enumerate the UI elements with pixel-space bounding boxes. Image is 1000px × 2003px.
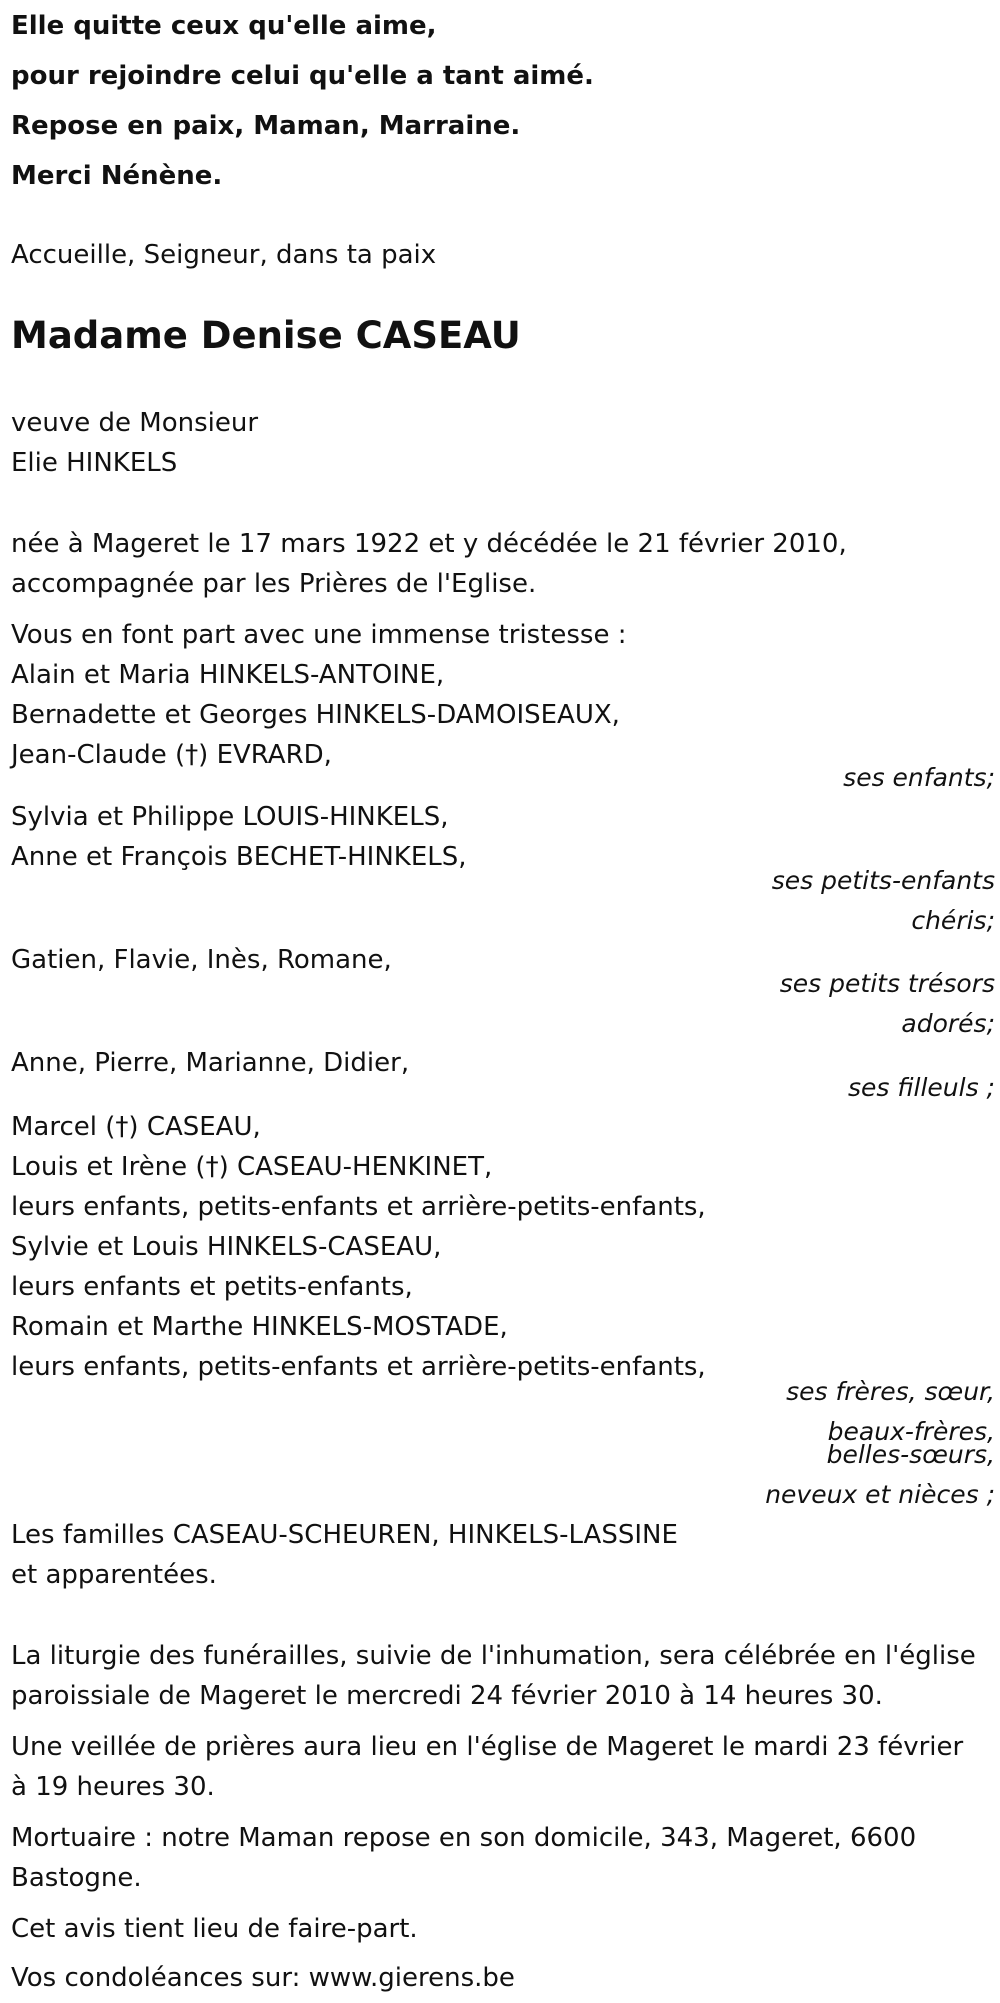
announcement-line: Vous en font part avec une immense tristesse : <box>11 620 627 650</box>
child-name: Alain et Maria HINKELS-ANTOINE, <box>11 660 445 690</box>
mortuary-line-1: Mortuaire : notre Maman repose en son domicile, 343, Mageret, 6600 <box>11 1823 917 1853</box>
great-grandchildren-relation-line-1: ses petits trésors <box>779 969 995 998</box>
siblings-relation-line-4: neveux et nièces ; <box>765 1480 995 1509</box>
godchildren-relation: ses filleuls ; <box>848 1073 995 1102</box>
child-name: Bernadette et Georges HINKELS-DAMOISEAUX, <box>11 700 620 730</box>
children-relation: ses enfants; <box>843 763 995 792</box>
grandchildren-relation-line-2: chéris; <box>911 906 995 935</box>
accompanied-line: accompagnée par les Prières de l'Eglise. <box>11 569 537 599</box>
liturgy-line-1: La liturgie des funérailles, suivie de l'inhumation, sera célébrée en l'église <box>11 1641 976 1671</box>
intro-line-2: pour rejoindre celui qu'elle a tant aimé. <box>11 61 594 91</box>
intro-line-4: Merci Nénène. <box>11 161 223 191</box>
sibling-line: leurs enfants, petits-enfants et arrière-petits-enfants, <box>11 1352 706 1382</box>
liturgy-line-2: paroissiale de Mageret le mercredi 24 février 2010 à 14 heures 30. <box>11 1681 883 1711</box>
siblings-relation-line-3: belles-sœurs, <box>826 1440 995 1469</box>
deceased-name: Madame Denise CASEAU <box>11 314 521 357</box>
widow-line-1: veuve de Monsieur <box>11 408 259 438</box>
grandchild-name: Anne et François BECHET-HINKELS, <box>11 842 467 872</box>
families-line-2: et apparentées. <box>11 1560 217 1590</box>
notice-line: Cet avis tient lieu de faire-part. <box>11 1914 418 1944</box>
intro-line-3: Repose en paix, Maman, Marraine. <box>11 111 521 141</box>
widow-line-2: Elie HINKELS <box>11 448 178 478</box>
godchildren-names: Anne, Pierre, Marianne, Didier, <box>11 1048 410 1078</box>
siblings-relation-line-1: ses frères, sœur, <box>786 1377 995 1406</box>
condolences-line: Vos condoléances sur: www.gierens.be <box>11 1963 515 1993</box>
child-name: Jean-Claude (†) EVRARD, <box>11 740 332 770</box>
siblings-relation-line-2: beaux-frères, <box>827 1417 995 1446</box>
great-grandchild-names: Gatien, Flavie, Inès, Romane, <box>11 945 392 975</box>
sibling-line: Sylvie et Louis HINKELS-CASEAU, <box>11 1232 442 1262</box>
mortuary-line-2: Bastogne. <box>11 1863 142 1893</box>
sibling-line: leurs enfants et petits-enfants, <box>11 1272 413 1302</box>
families-line-1: Les familles CASEAU-SCHEUREN, HINKELS-LASSINE <box>11 1520 678 1550</box>
grandchildren-relation-line-1: ses petits-enfants <box>771 866 995 895</box>
vigil-line-1: Une veillée de prières aura lieu en l'église de Mageret le mardi 23 février <box>11 1732 964 1762</box>
birth-death-line: née à Mageret le 17 mars 1922 et y décédée le 21 février 2010, <box>11 529 847 559</box>
grandchild-name: Sylvia et Philippe LOUIS-HINKELS, <box>11 802 449 832</box>
sibling-line: Marcel (†) CASEAU, <box>11 1112 261 1142</box>
vigil-line-2: à 19 heures 30. <box>11 1772 215 1802</box>
prayer-line: Accueille, Seigneur, dans ta paix <box>11 240 437 270</box>
sibling-line: Romain et Marthe HINKELS-MOSTADE, <box>11 1312 508 1342</box>
sibling-line: Louis et Irène (†) CASEAU-HENKINET, <box>11 1152 493 1182</box>
intro-line-1: Elle quitte ceux qu'elle aime, <box>11 11 437 41</box>
great-grandchildren-relation-line-2: adorés; <box>901 1009 995 1038</box>
sibling-line: leurs enfants, petits-enfants et arrière-petits-enfants, <box>11 1192 706 1222</box>
